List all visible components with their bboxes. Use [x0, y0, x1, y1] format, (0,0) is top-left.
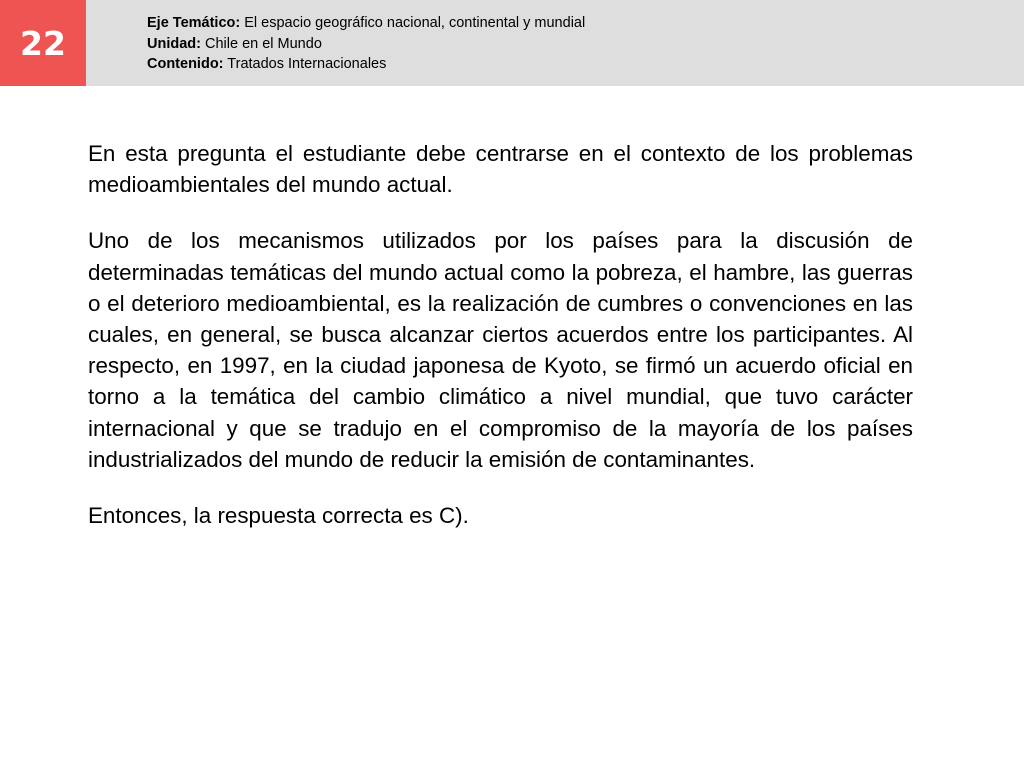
eje-tematico-value: El espacio geográfico nacional, continental y mundial [244, 15, 586, 31]
eje-tematico-label: Eje Temático: [147, 15, 241, 31]
paragraph-kyoto: Uno de los mecanismos utilizados por los países para la discusión de determinadas temáticas del mundo actual como la pobreza, el hambre, las guerras o el deterioro medioambiental, es la realización de cumbres o convenciones en las cuales, en general, se busca alcanzar ciertos acuerdos entre los participantes. Al respecto, en 1997, en la ciudad japonesa de Kyoto, se firmó un acuerdo oficial en torno a la temática del cambio climático a nivel mundial, que tuvo carácter internacional y que se tradujo en el compromiso de la mayoría de los países industrializados del mundo de reducir la emisión de contaminantes. [88, 228, 913, 472]
paragraph-context: En esta pregunta el estudiante debe centrarse en el contexto de los problemas medioambientales del mundo actual. [88, 141, 913, 198]
unidad-label: Unidad: [147, 35, 201, 52]
slide-number: 22 [20, 23, 66, 63]
contenido-line [147, 54, 585, 75]
paragraph-answer: Entonces, la respuesta correcta es C). [88, 503, 469, 529]
header-bar [0, 0, 1024, 86]
explanation-body [88, 138, 913, 556]
contenido-value: Tratados Internacionales [227, 56, 387, 72]
eje-tematico-line [147, 13, 585, 34]
slide-number-badge [0, 0, 86, 86]
unidad-line [147, 34, 585, 55]
unidad-value: Chile en el Mundo [205, 35, 322, 52]
contenido-label: Contenido: [147, 56, 224, 72]
topic-metadata [147, 13, 585, 75]
